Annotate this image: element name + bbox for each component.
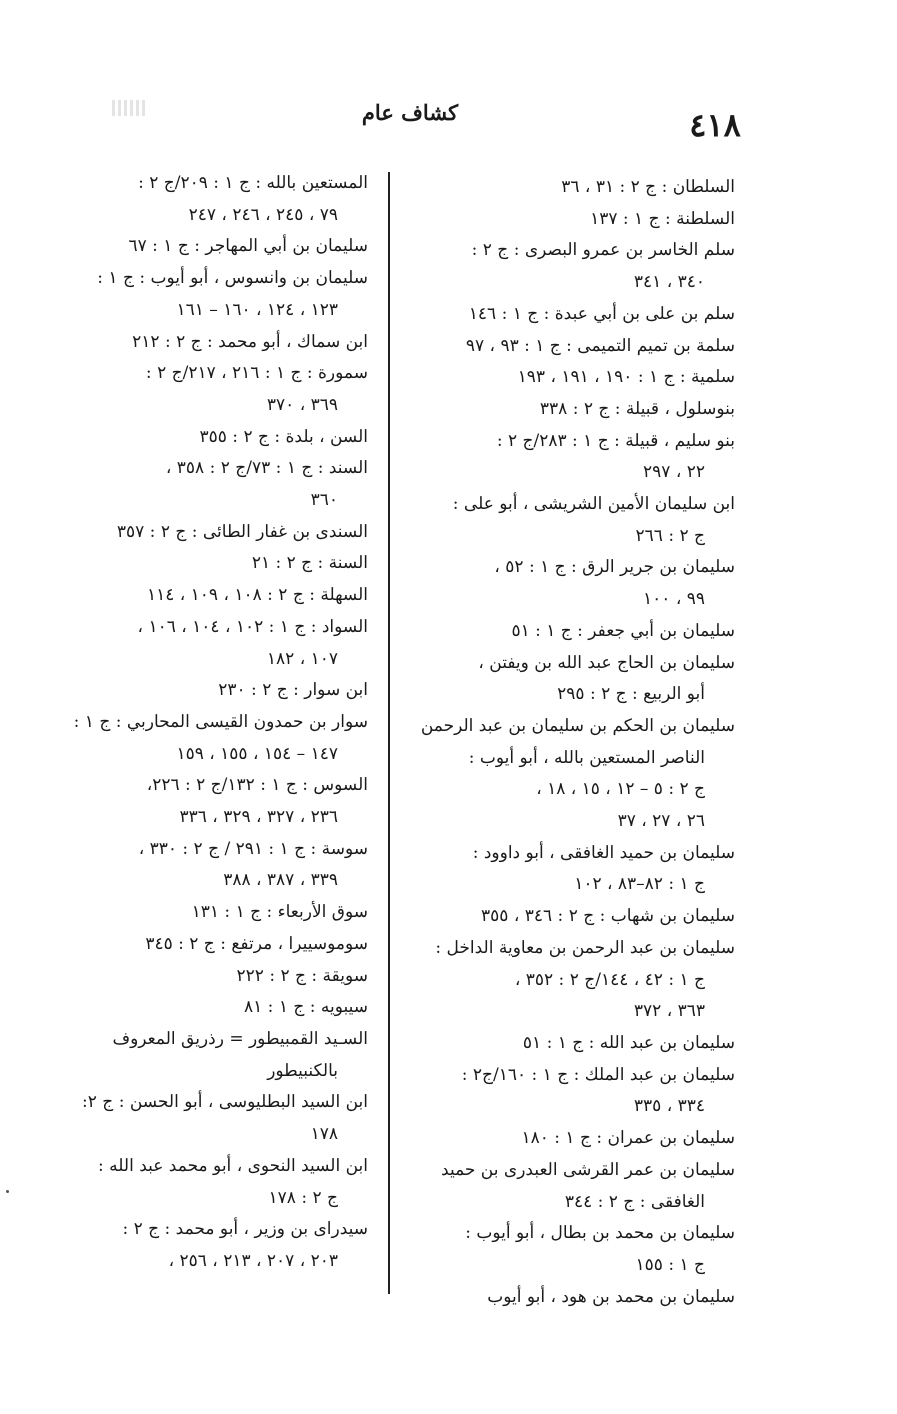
scan-speck xyxy=(6,1190,9,1193)
index-entry: سليمان بن عمران : ج ١ : ١٨٠ xyxy=(521,1128,735,1149)
index-entry: ابن السيد البطليوسى ، أبو الحسن : ج ٢: xyxy=(82,1092,368,1113)
index-entry: سليمان بن وانسوس ، أبو أيوب : ج ١ : xyxy=(97,268,368,289)
index-entry: السندى بن غفار الطائى : ج ٢ : ٣٥٧ xyxy=(116,521,368,542)
index-entry-continuation: الغافقى : ج ٢ : ٣٤٤ xyxy=(564,1191,705,1212)
index-entry-continuation: ج ١ : ١٥٥ xyxy=(635,1254,705,1275)
index-entry: سليمان بن جرير الرق : ج ١ : ٥٢ ، xyxy=(494,557,735,578)
index-entry-continuation: ١٤٧ – ١٥٤ ، ١٥٥ ، ١٥٩ xyxy=(176,743,338,764)
left-index-column xyxy=(50,168,368,1278)
index-entry-continuation: ٢٦ ، ٢٧ ، ٣٧ xyxy=(617,811,705,832)
index-entry-continuation: ج ١ : ٤٢ ، ١٤٤/ج ٢ : ٣٥٢ ، xyxy=(514,969,705,990)
index-entry-continuation: ج ٢ : ٥ – ١٢ ، ١٥ ، ١٨ ، xyxy=(536,779,705,800)
index-entry-continuation: ٣٣٩ ، ٣٨٧ ، ٣٨٨ xyxy=(223,870,338,891)
index-entry: سوسة : ج ١ : ٢٩١ / ج ٢ : ٣٣٠ ، xyxy=(138,838,368,859)
index-entry: سويقة : ج ٢ : ٢٢٢ xyxy=(236,965,368,986)
index-entry: السـيد القمبيطور = رذريق المعروف xyxy=(112,1028,368,1049)
index-entry-continuation: ٢٢ ، ٢٩٧ xyxy=(643,462,705,483)
index-entry-continuation: ج ١ : ٨٢–٨٣ ، ١٠٢ xyxy=(574,874,705,895)
index-entry: السن ، بلدة : ج ٢ : ٣٥٥ xyxy=(199,426,368,447)
index-entry: السواد : ج ١ : ١٠٢ ، ١٠٤ ، ١٠٦ ، xyxy=(137,616,368,637)
index-entry: سليمان بن شهاب : ج ٢ : ٣٤٦ ، ٣٥٥ xyxy=(481,906,735,927)
index-entry-continuation: ٣٦٠ xyxy=(310,490,338,511)
index-entry-continuation: ٣٤٠ ، ٣٤١ xyxy=(633,272,705,293)
index-entry: سليمان بن الحاج عبد الله بن ويفتن ، xyxy=(478,652,735,673)
right-index-column xyxy=(405,172,735,1313)
index-entry: سمورة : ج ١ : ٢١٦ ، ٢١٧/ج ٢ : xyxy=(145,363,368,384)
index-entry-continuation: بالكنبيطور xyxy=(267,1060,338,1081)
index-entry: سليمان بن عبد الملك : ج ١ : ١٦٠/ج٢ : xyxy=(461,1064,735,1085)
index-entry-continuation: ٣٦٣ ، ٣٧٢ xyxy=(633,1001,705,1022)
index-entry: ابن السيد النحوى ، أبو محمد عبد الله : xyxy=(98,1155,368,1176)
index-entry: سلمية : ج ١ : ١٩٠ ، ١٩١ ، ١٩٣ xyxy=(517,367,735,388)
index-entry: سليمان بن محمد بن هود ، أبو أيوب xyxy=(487,1286,735,1307)
index-entry-continuation: ٢٣٦ ، ٣٢٧ ، ٣٢٩ ، ٣٣٦ xyxy=(179,807,338,828)
index-entry: سليمان بن عمر القرشى العبدرى بن حميد xyxy=(441,1159,735,1180)
index-entry-continuation: الناصر المستعين بالله ، أبو أيوب : xyxy=(468,747,705,768)
index-entry: سليمان بن أبي جعفر : ج ١ : ٥١ xyxy=(511,620,735,641)
index-entry-continuation: ج ٢ : ٢٦٦ xyxy=(635,525,705,546)
index-entry: بنوسلول ، قبيلة : ج ٢ : ٣٣٨ xyxy=(539,398,735,419)
index-entry: ابن سماك ، أبو محمد : ج ٢ : ٢١٢ xyxy=(132,331,368,352)
index-entry-continuation: ٣٦٩ ، ٣٧٠ xyxy=(266,394,338,415)
index-entry: السلطان : ج ٢ : ٣١ ، ٣٦ xyxy=(561,177,735,197)
index-entry-continuation: ٢٠٣ ، ٢٠٧ ، ٢١٣ ، ٢٥٦ ، xyxy=(168,1250,338,1271)
index-entry: سيبويه : ج ١ : ٨١ xyxy=(244,997,368,1018)
index-entry-continuation: ١٢٣ ، ١٢٤ ، ١٦٠ – ١٦١ xyxy=(176,299,338,320)
index-entry-continuation: ٧٩ ، ٢٤٥ ، ٢٤٦ ، ٢٤٧ xyxy=(188,204,338,225)
index-entry: ابن سوار : ج ٢ : ٢٣٠ xyxy=(218,680,368,701)
running-head: كشاف عام xyxy=(361,100,459,125)
index-entry: ابن سليمان الأمين الشريشى ، أبو على : xyxy=(452,494,735,515)
index-entry: السند : ج ١ : ٧٣/ج ٢ : ٣٥٨ ، xyxy=(165,458,368,479)
index-entry: سليمان بن أبي المهاجر : ج ١ : ٦٧ xyxy=(128,236,368,257)
index-entry-continuation: ١٠٧ ، ١٨٢ xyxy=(266,648,338,669)
index-entry: المستعين بالله : ج ١ : ٢٠٩/ج ٢ : xyxy=(138,173,368,193)
index-entry: سوق الأربعاء : ج ١ : ١٣١ xyxy=(191,902,368,923)
column-divider xyxy=(388,172,390,1294)
index-entry: سليمان بن عبد الله : ج ١ : ٥١ xyxy=(522,1032,735,1053)
index-entry: سليمان بن عبد الرحمن بن معاوية الداخل : xyxy=(435,937,735,958)
faint-folio-mark xyxy=(112,100,148,116)
index-entry: سليمان بن محمد بن بطال ، أبو أيوب : xyxy=(465,1223,735,1244)
index-entry-continuation: أبو الربيع : ج ٢ : ٢٩٥ xyxy=(557,684,705,705)
index-entry: سلمة بن تميم التميمى : ج ١ : ٩٣ ، ٩٧ xyxy=(465,335,735,356)
index-entry-continuation: ج ٢ : ١٧٨ xyxy=(268,1187,338,1208)
index-entry: السهلة : ج ٢ : ١٠٨ ، ١٠٩ ، ١١٤ xyxy=(146,585,368,606)
page-number: ٤١٨ xyxy=(689,106,741,144)
index-entry: السلطنة : ج ١ : ١٣٧ xyxy=(590,208,735,229)
index-entry: سلم بن على بن أبي عبدة : ج ١ : ١٤٦ xyxy=(468,303,735,324)
index-entry: سلم الخاسر بن عمرو البصرى : ج ٢ : xyxy=(471,240,735,261)
index-entry-continuation: ٣٣٤ ، ٣٣٥ xyxy=(633,1096,705,1117)
index-entry: سيدراى بن وزير ، أبو محمد : ج ٢ : xyxy=(122,1219,368,1240)
index-entry: سوار بن حمدون القيسى المحاربي : ج ١ : xyxy=(73,711,368,732)
index-entry: سوموسييرا ، مرتفع : ج ٢ : ٣٤٥ xyxy=(145,933,368,954)
index-entry: سليمان بن حميد الغافقى ، أبو داوود : xyxy=(472,842,735,863)
index-entry: سليمان بن الحكم بن سليمان بن عبد الرحمن xyxy=(420,715,735,736)
index-entry: السوس : ج ١ : ١٣٢/ج ٢ : ٢٢٦، xyxy=(146,775,368,796)
index-entry: السنة : ج ٢ : ٢١ xyxy=(251,553,368,574)
index-entry-continuation: ٩٩ ، ١٠٠ xyxy=(643,589,705,610)
index-entry-continuation: ١٧٨ xyxy=(310,1124,338,1145)
index-entry: بنو سليم ، قبيلة : ج ١ : ٢٨٣/ج ٢ : xyxy=(496,430,735,451)
